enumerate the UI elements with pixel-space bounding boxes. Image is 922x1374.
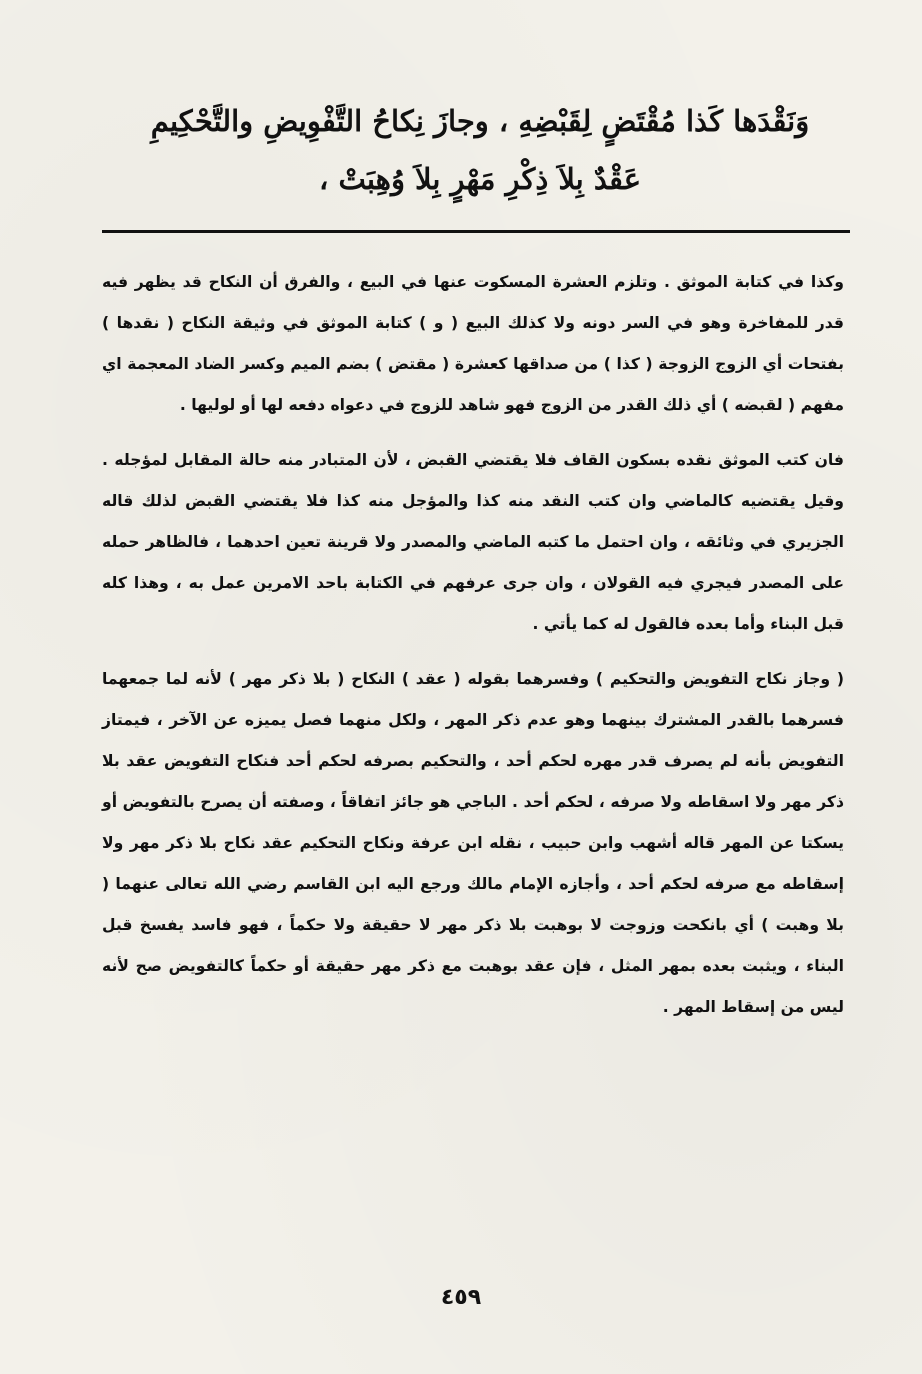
paragraph-2: فان كتب الموثق نقده بسكون القاف فلا يقتضي القبض ، لأن المتبادر منه حالة المقابل لمؤجله . وقيل يقتضيه كالماضي وان كتب النقد منه كذا والمؤجل منه كذا فلا يقتضي القبض لذلك قاله الجزيري في وثائقه ، وان احتمل ما كتبه الماضي والمصدر ولا قرينة تعين احدهما ، فالظاهر حمله على المصدر فيجري فيه القولان ، وان جرى عرفهم في الكتابة باحد الامرين عمل به ، وهذا كله قبل البناء وأما بعده فالقول له كما يأتي . [102, 451, 844, 633]
paragraph-1: وكذا في كتابة الموثق . وتلزم العشرة المسكوت عنها في البيع ، والفرق أن النكاح قد يظهر فيه قدر للمفاخرة وهو في السر دونه ولا كذلك البيع ( و ) كتابة الموثق في وثيقة النكاح ( نقدها ) بفتحات أي الزوج الزوجة ( كذا ) من صداقها كعشرة ( مقتض ) بضم الميم وكسر الضاد المعجمة اي مفهم ( لقبضه ) أي ذلك القدر من الزوج فهو شاهد للزوج في دعواه دفعه لها أو لوليها . [102, 273, 844, 414]
page-number: ٤٥٩ [440, 1285, 482, 1310]
separator-rule [102, 230, 850, 233]
matn-line-1: وَنَقْدَها كَذا مُقْتَضٍ لِقَبْضِهِ ، وجازَ نِكاحُ التَّفْوِيضِ والتَّحْكِيمِ [150, 104, 810, 138]
commentary-text [102, 262, 844, 1028]
matn-line-2: عَقْدٌ بِلاَ ذِكْرِ مَهْرٍ بِلاَ وُهِبَتْ ، [318, 162, 642, 196]
paragraph-3: ( وجاز نكاح التفويض والتحكيم ) وفسرهما بقوله ( عقد ) النكاح ( بلا ذكر مهر ) لأنه لما جمعهما فسرهما بالقدر المشترك بينهما وهو عدم ذكر المهر ، ولكل منهما فصل يميزه عن الآخر ، فيمتاز التفويض بأنه لم يصرف قدر مهره لحكم أحد ، والتحكيم بصرفه لحكم أحد فنكاح التفويض عقد بلا ذكر مهر ولا اسقاطه ولا صرفه ، لحكم أحد . الباجي هو جائز اتفاقاً ، وصفته أن يصرح بالتفويض أو يسكتا عن المهر قاله أشهب وابن حبيب ، نقله ابن عرفة ونكاح التحكيم عقد نكاح بلا ذكر مهر ولا إسقاطه مع صرفه لحكم أحد ، وأجازه الإمام مالك ورجع اليه ابن القاسم رضي الله تعالى عنهما ( بلا وهبت ) أي بانكحت وزوجت لا بوهبت بلا ذكر مهر لا حقيقة ولا حكماً ، فهو فاسد يفسخ قبل البناء ، ويثبت بعده بمهر المثل ، فإن عقد بوهبت مع ذكر مهر حقيقة أو حكماً كالتفويض صح لأنه ليس من إسقاط المهر . [102, 670, 844, 1016]
matn-header [110, 92, 850, 208]
